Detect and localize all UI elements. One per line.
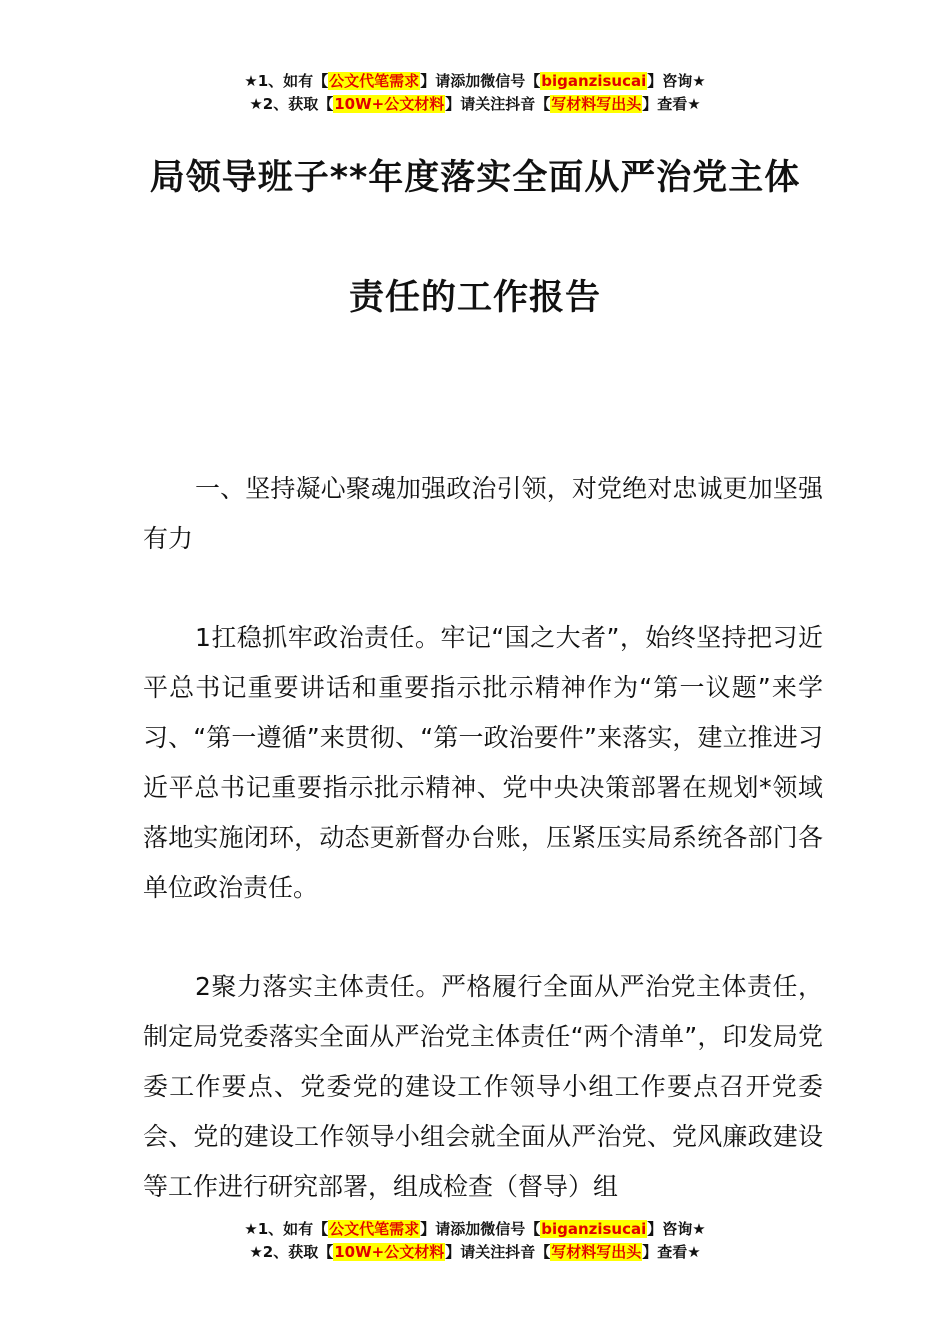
banner-line-1: ★1、如有【公文代笔需求】请添加微信号【biganzisucai】咨询★ — [244, 1220, 706, 1238]
banner-highlight: 写材料写出头 — [551, 1243, 642, 1261]
section-heading: 一、坚持凝心聚魂加强政治引领，对党绝对忠诚更加坚强有力 — [143, 474, 823, 553]
document-body — [143, 464, 823, 1261]
footer-banner — [0, 1218, 950, 1264]
banner-highlight: biganzisucai — [541, 72, 647, 90]
banner-highlight: 10W+公文材料 — [334, 1243, 445, 1261]
document-title-line-1: 局领导班子**年度落实全面从严治党主体 — [149, 158, 801, 198]
body-paragraph: 1扛稳抓牢政治责任。牢记“国之大者”，始终坚持把习近平总书记重要讲话和重要指示批示精神作为“第一议题”来学习、“第一遵循”来贯彻、“第一政治要件”来落实，建立推进习近平总书记重要指示批示精神、党中央决策部署在规划*领域落地实施闭环，动态更新督办台账，压紧压实局系统各部门各单位政治责任。 — [143, 623, 823, 902]
banner-highlight: 10W+公文材料 — [334, 95, 445, 113]
banner-highlight: 公文代笔需求 — [329, 1220, 420, 1238]
banner-highlight: 写材料写出头 — [551, 95, 642, 113]
body-paragraph: 2聚力落实主体责任。严格履行全面从严治党主体责任，制定局党委落实全面从严治党主体责任“两个清单”，印发局党委工作要点、党委党的建设工作领导小组工作要点召开党委会、党的建设工作领导小组会就全面从严治党、党风廉政建设等工作进行研究部署，组成检查（督导）组 — [143, 972, 823, 1201]
banner-line-2: ★2、获取【10W+公文材料】请关注抖音【写材料写出头】查看★ — [249, 1243, 701, 1261]
banner-line-2: ★2、获取【10W+公文材料】请关注抖音【写材料写出头】查看★ — [249, 95, 701, 113]
banner-highlight: 公文代笔需求 — [329, 72, 420, 90]
banner-highlight: biganzisucai — [541, 1220, 647, 1238]
document-title-line-2: 责任的工作报告 — [348, 278, 601, 318]
banner-line-1: ★1、如有【公文代笔需求】请添加微信号【biganzisucai】咨询★ — [244, 72, 706, 90]
header-banner — [0, 70, 950, 116]
